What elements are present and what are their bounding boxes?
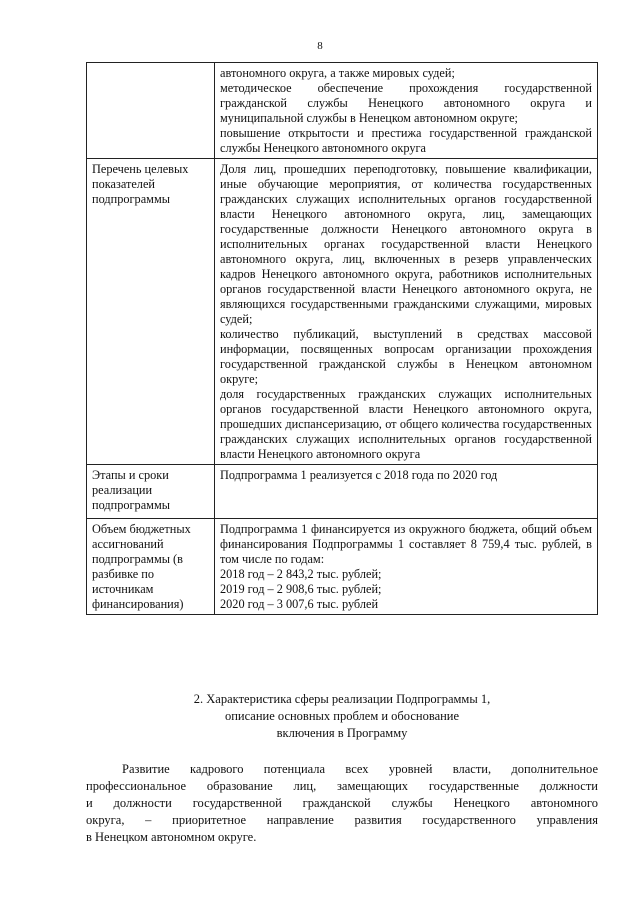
content-paragraph: Подпрограмма 1 финансируется из окружного бюджета, общий объем финансирования Подпрограммы 1 составляет 8 759,4 тыс. рублей, в том числе по годам:: [220, 522, 592, 566]
content-paragraph: Доля лиц, прошедших переподготовку, повышение квалификации, иные обучающие мероприятия, от количества государственных гражданских служащих исполнительных органов государственной власти Ненецкого автономного округа, лиц, замещающих государственные должности Ненецкого автономного округа в исполнительных органах государственной власти Ненецкого автономного округа, лиц, включенных в резерв управленческих кадров Ненецкого автономного округа, работников исполнительных органов государственной власти Ненецкого автономного округа, не являющихся государственными гражданскими служащими, мировых судей;: [220, 162, 592, 326]
program-passport-table: [86, 62, 598, 615]
table-row: [87, 519, 598, 615]
content-paragraph: доля государственных гражданских служащих исполнительных органов государственной власти Ненецкого автономного округа, прошедших диспансеризацию, от общего количества государственных гражданских служащих исполнительных органов государственной власти Ненецкого автономного округа: [220, 387, 592, 461]
row-content: [215, 159, 598, 465]
row-label: Перечень целевых показателей подпрограммы: [87, 159, 215, 465]
content-paragraph: Подпрограмма 1 реализуется с 2018 года по 2020 год: [220, 468, 498, 482]
page-number: 8: [317, 40, 323, 52]
paragraph-line: в Ненецком автономном округе.: [86, 830, 257, 844]
body-paragraph: [86, 761, 598, 846]
table-row: [87, 63, 598, 159]
paragraph-line: профессиональное образование лиц, замещающих государственные должности: [86, 779, 598, 793]
paragraph-line: и должности государственной гражданской службы Ненецкого автономного: [86, 796, 598, 810]
funding-line: 2018 год – 2 843,2 тыс. рублей;: [220, 567, 382, 581]
heading-line: 2. Характеристика сферы реализации Подпрограммы 1,: [193, 692, 491, 706]
heading-line: описание основных проблем и обоснование: [224, 709, 460, 723]
content-paragraph: методическое обеспечение прохождения государственной гражданской службы Ненецкого автономного округа и муниципальной службы в Ненецком автономном округе;: [220, 81, 592, 125]
section-heading: [86, 691, 598, 742]
row-label: Объем бюджетных ассигнований подпрограммы (в разбивке по источникам финансирования): [87, 519, 215, 615]
content-paragraph: количество публикаций, выступлений в средствах массовой информации, посвященных вопросам организации прохождения государственной гражданской службы в Ненецком автономном округе;: [220, 327, 592, 386]
paragraph-line: округа, – приоритетное направление развития государственного управления: [86, 813, 598, 827]
funding-line: 2019 год – 2 908,6 тыс. рублей;: [220, 582, 382, 596]
table-row: [87, 465, 598, 519]
content-paragraph: автономного округа, а также мировых судей;: [220, 66, 455, 80]
heading-line: включения в Программу: [276, 726, 408, 740]
row-content: [215, 519, 598, 615]
row-label: [87, 63, 215, 159]
row-label: Этапы и сроки реализации подпрограммы: [87, 465, 215, 519]
table-row: [87, 159, 598, 465]
row-content: [215, 465, 598, 519]
paragraph-line: Развитие кадрового потенциала всех уровней власти, дополнительное: [122, 762, 598, 776]
funding-line: 2020 год – 3 007,6 тыс. рублей: [220, 597, 379, 611]
content-paragraph: повышение открытости и престижа государственной гражданской службы Ненецкого автономного округа: [220, 126, 592, 155]
row-content: [215, 63, 598, 159]
